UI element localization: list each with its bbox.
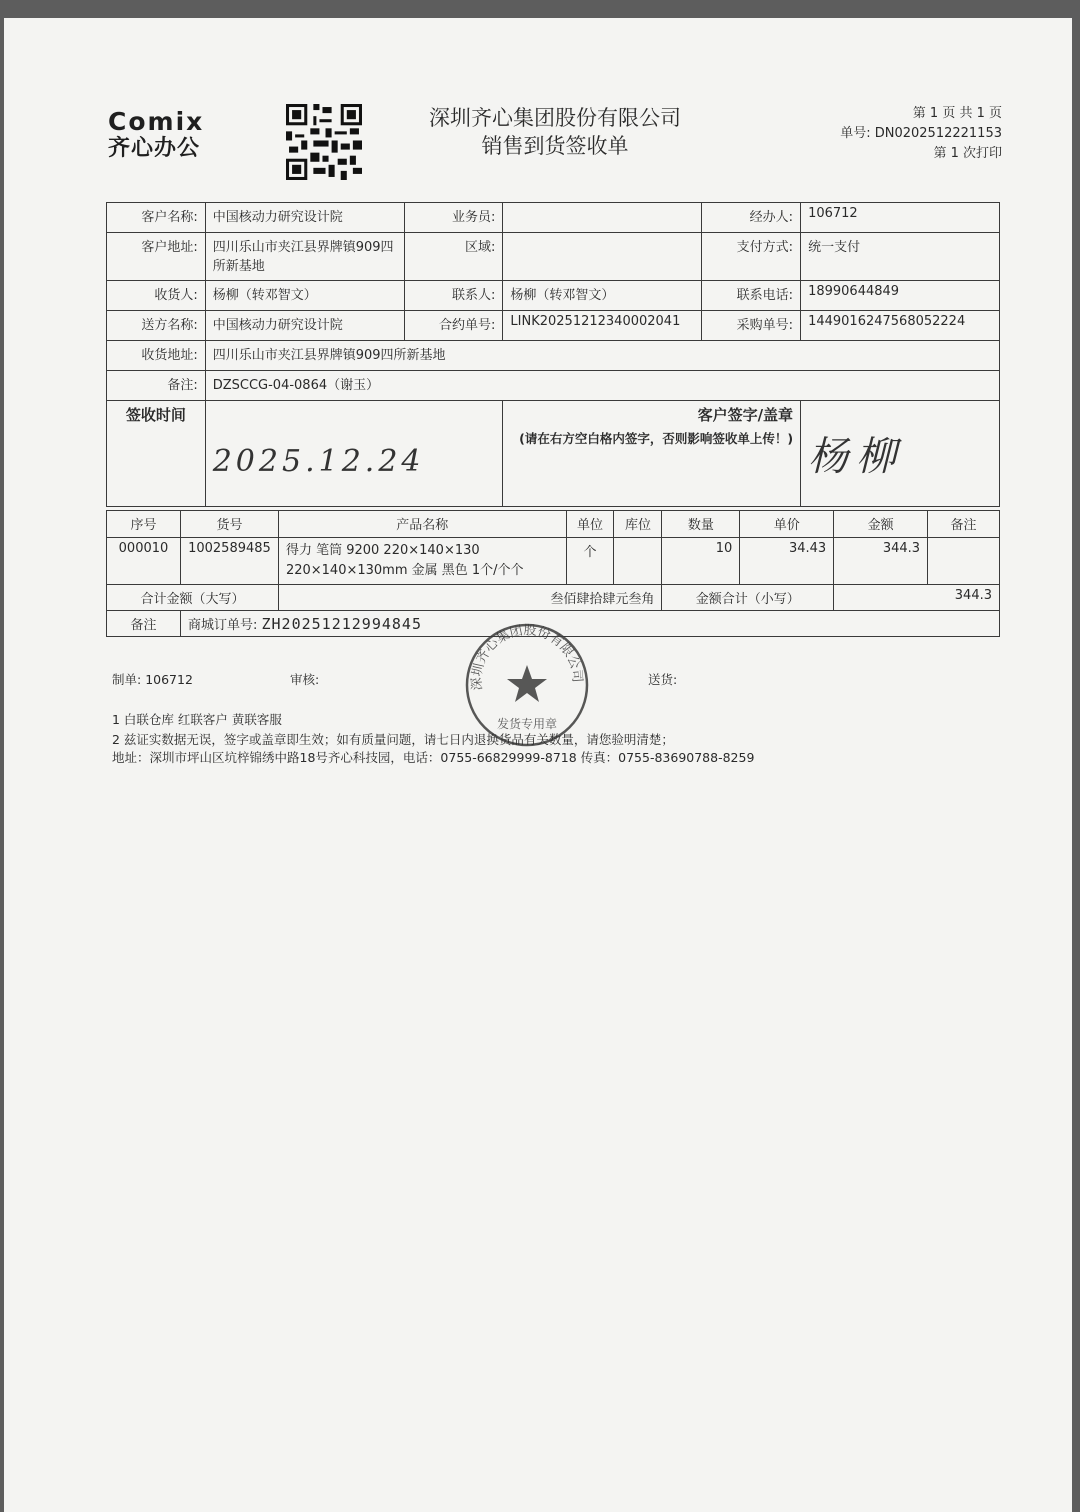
delivery-address: 四川乐山市夹江县界牌镇909四所新基地 — [205, 341, 999, 371]
payment-method: 统一支付 — [801, 233, 1000, 281]
contact: 杨柳（转邓智文） — [503, 281, 702, 311]
region — [503, 233, 702, 281]
document-titles — [400, 104, 710, 160]
delivery-address-label: 收货地址: — [107, 341, 206, 371]
doc-number-line — [840, 124, 1002, 144]
items-table — [106, 510, 1000, 637]
header-product: 产品名称 — [278, 511, 566, 538]
footer-address: 地址：深圳市坪山区坑梓锦绣中路18号齐心科技园，电话：0755-66829999-8718 传真：0755-83690788-8259 — [112, 750, 755, 765]
header-price: 单价 — [740, 511, 834, 538]
footer-signoff — [112, 670, 812, 688]
customer-address-label: 客户地址: — [107, 233, 206, 281]
row-code: 1002589485 — [180, 538, 278, 585]
receiver-label: 收货人: — [107, 281, 206, 311]
header-seq: 序号 — [107, 511, 181, 538]
sign-time-handwritten: 2025.12.24 — [212, 443, 425, 479]
row-location — [614, 538, 662, 585]
row-price: 34.43 — [740, 538, 834, 585]
footer-copies: 1 白联仓库 红联客户 黄联客服 — [112, 712, 282, 727]
customer-name-label: 客户名称: — [107, 203, 206, 233]
po-label: 采购单号: — [702, 311, 801, 341]
sign-time-label: 签收时间 — [107, 401, 206, 507]
header-unit: 单位 — [566, 511, 614, 538]
ship-to: 中国核动力研究设计院 — [205, 311, 404, 341]
customer-info-table — [106, 202, 1000, 507]
row-amount: 344.3 — [834, 538, 928, 585]
mall-order-label: 商城订单号: — [187, 618, 258, 633]
contract-label: 合约单号: — [404, 311, 503, 341]
handler: 106712 — [801, 203, 1000, 233]
row-product-name: 得力 笔筒 9200 220×140×130 220×140×130mm 金属 黑色 1个/个个 — [278, 538, 566, 585]
items-note-label: 备注 — [107, 611, 181, 637]
row-qty: 10 — [662, 538, 740, 585]
remark-label: 备注: — [107, 371, 206, 401]
customer-sign-note: (请在右方空白格内签字，否则影响签收单上传！) — [519, 431, 794, 446]
customer-signature: 杨柳 — [808, 434, 905, 480]
phone: 18990644849 — [801, 281, 1000, 311]
table-row — [107, 538, 1000, 585]
customer-sign-label: 客户签字/盖章 — [697, 406, 794, 424]
document-title: 销售到货签收单 — [481, 134, 629, 158]
salesman-label: 业务员: — [404, 203, 503, 233]
deliver-label: 送货: — [648, 672, 678, 687]
header-location: 库位 — [614, 511, 662, 538]
region-label: 区域: — [404, 233, 503, 281]
total-upper-label: 合计金额（大写） — [107, 585, 279, 611]
contract-number: LINK20251212340002041 — [503, 311, 702, 341]
company-name: 深圳齐心集团股份有限公司 — [429, 106, 681, 130]
total-upper: 叁佰肆拾肆元叁角 — [278, 585, 661, 611]
doc-number: DN0202512221153 — [874, 126, 1002, 141]
maker-label: 制单: — [112, 672, 142, 687]
total-lower: 344.3 — [834, 585, 1000, 611]
maker: 106712 — [145, 672, 193, 687]
payment-label: 支付方式: — [702, 233, 801, 281]
print-count: 第 1 次打印 — [933, 146, 1002, 161]
po-number: 1449016247568052224 — [801, 311, 1000, 341]
handler-label: 经办人: — [702, 203, 801, 233]
header-qty: 数量 — [662, 511, 740, 538]
qr-code-icon — [286, 104, 362, 180]
row-unit: 个 — [566, 538, 614, 585]
remark: DZSCCG-04-0864（谢玉） — [205, 371, 999, 401]
comix-logo — [108, 108, 204, 162]
contact-label: 联系人: — [404, 281, 503, 311]
phone-label: 联系电话: — [702, 281, 801, 311]
items-header-row — [107, 511, 1000, 538]
row-note — [928, 538, 1000, 585]
page-count: 第 1 页 共 1 页 — [912, 106, 1002, 121]
seal-text: 深圳齐心集团股份有限公司 — [469, 623, 585, 691]
page-info — [840, 104, 1002, 164]
total-row — [107, 585, 1000, 611]
header-note: 备注 — [928, 511, 1000, 538]
customer-sign-cell — [503, 401, 801, 507]
footer-terms: 2 兹证实数据无误，签字或盖章即生效；如有质量问题，请七日内退换货品有关数量，请您验明清楚； — [112, 732, 674, 747]
logo-en: Comix — [108, 107, 205, 136]
row-seq: 000010 — [107, 538, 181, 585]
customer-address: 四川乐山市夹江县界牌镇909四所新基地 — [205, 233, 404, 281]
receiver: 杨柳（转邓智文） — [205, 281, 404, 311]
header-code: 货号 — [180, 511, 278, 538]
mall-order-number: ZH20251212994845 — [261, 615, 422, 633]
review-label: 审核: — [290, 672, 320, 687]
logo-cn: 齐心办公 — [108, 136, 201, 161]
ship-to-label: 送方名称: — [107, 311, 206, 341]
salesman — [503, 203, 702, 233]
customer-name: 中国核动力研究设计院 — [205, 203, 404, 233]
total-lower-label: 金额合计（小写） — [662, 585, 834, 611]
seal-subtext: 发货专用章 — [496, 717, 558, 731]
header-amount: 金额 — [834, 511, 928, 538]
doc-number-label: 单号: — [840, 126, 871, 141]
